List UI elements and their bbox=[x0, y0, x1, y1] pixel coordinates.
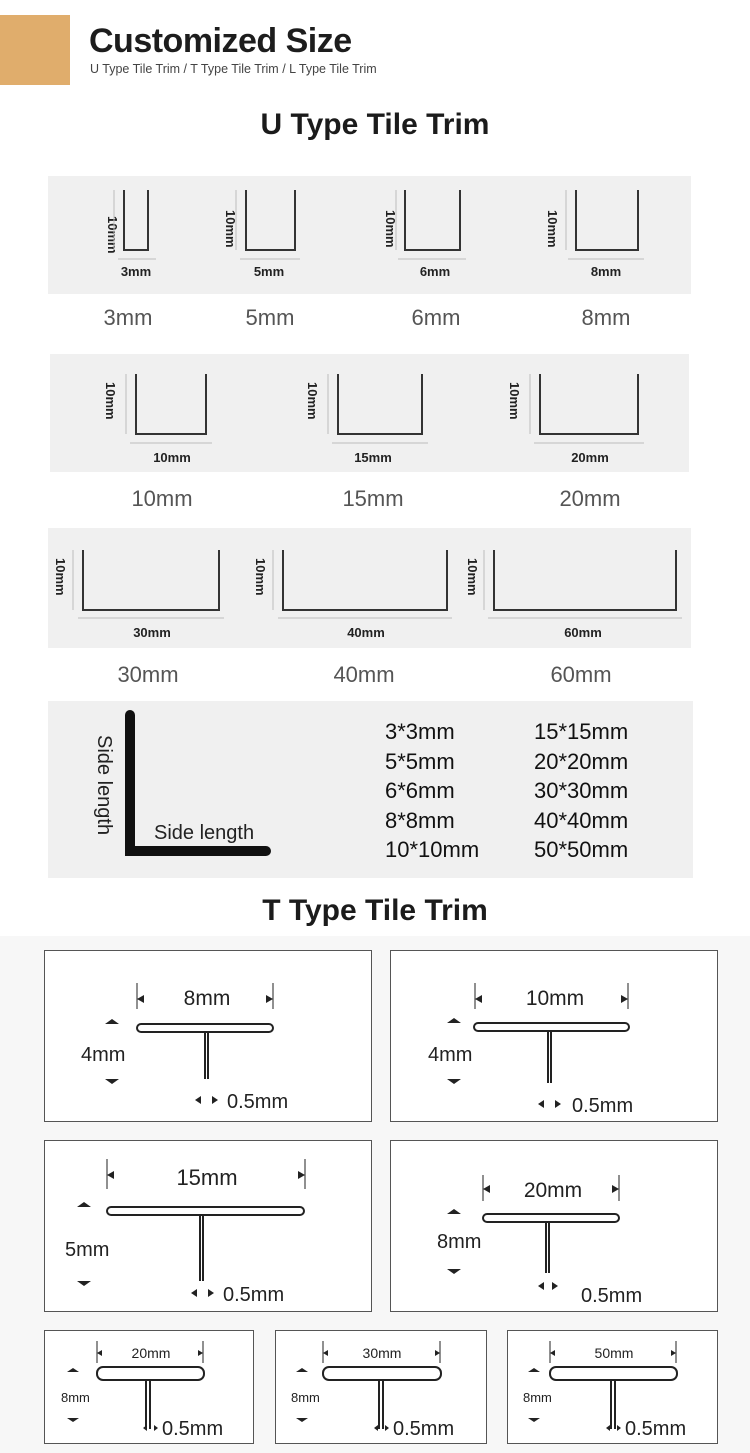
t-height-label: 8mm bbox=[291, 1390, 320, 1405]
page-title: Customized Size bbox=[89, 22, 352, 60]
u-caption-60mm: 60mm bbox=[550, 662, 612, 687]
u-profile-8mm-icon bbox=[545, 190, 644, 279]
t-width-label: 50mm bbox=[594, 1345, 634, 1361]
t-height-label: 8mm bbox=[523, 1390, 552, 1405]
t-width-label: 10mm bbox=[525, 987, 585, 1010]
page-subtitle: U Type Tile Trim / T Type Tile Trim / L Type Tile Trim bbox=[90, 62, 377, 76]
u-inner-label: 10mm bbox=[153, 450, 191, 465]
u-row3-panel bbox=[48, 528, 691, 648]
u-inner-label: 6mm bbox=[419, 264, 451, 279]
u-profile-15mm-icon bbox=[305, 374, 428, 465]
l-size-item: 5*5mm bbox=[385, 748, 455, 774]
t-thickness-label: 0.5mm bbox=[227, 1091, 289, 1113]
l-size-item: 40*40mm bbox=[534, 807, 629, 833]
l-size-item: 50*50mm bbox=[534, 837, 629, 862]
header-accent-block bbox=[0, 15, 70, 85]
t-profile-small-50mm-icon bbox=[508, 1331, 717, 1443]
t-thickness-label: 0.5mm bbox=[393, 1418, 455, 1440]
l-type-panel bbox=[48, 701, 693, 878]
u-inner-label: 30mm bbox=[133, 625, 171, 640]
t-profile-card-small-20mm bbox=[44, 1330, 254, 1444]
l-size-item: 15*15mm bbox=[534, 719, 629, 744]
u-height-label: 10mm bbox=[305, 382, 320, 420]
t-type-section-title: T Type Tile Trim bbox=[262, 894, 488, 927]
t-thickness-label: 0.5mm bbox=[162, 1418, 224, 1440]
u-height-label: 10mm bbox=[465, 558, 480, 596]
l-size-item: 3*3mm bbox=[385, 719, 455, 744]
t-width-label: 15mm bbox=[176, 1165, 238, 1190]
u-caption-8mm: 8mm bbox=[581, 305, 631, 330]
u-height-label: 10mm bbox=[253, 558, 268, 596]
t-thickness-label: 0.5mm bbox=[572, 1095, 634, 1117]
u-row1-drawings bbox=[48, 176, 691, 294]
u-row2-drawings bbox=[50, 354, 689, 472]
l-size-item: 10*10mm bbox=[385, 837, 480, 862]
l-side-length-horizontal-label: Side length bbox=[154, 822, 255, 844]
t-profile-card-8mm bbox=[44, 950, 372, 1122]
u-profile-6mm-icon bbox=[383, 190, 466, 279]
u-height-label: 10mm bbox=[545, 210, 560, 248]
u-inner-label: 3mm bbox=[120, 264, 152, 279]
u-profile-3mm-icon bbox=[105, 190, 156, 279]
u-inner-label: 20mm bbox=[571, 450, 609, 465]
l-sizes-column-1 bbox=[385, 717, 479, 865]
t-thickness-label: 0.5mm bbox=[581, 1285, 643, 1307]
t-height-label: 4mm bbox=[81, 1044, 126, 1066]
l-profile-icon bbox=[93, 715, 266, 851]
u-profile-30mm-icon bbox=[53, 550, 224, 640]
u-caption-10mm: 10mm bbox=[131, 486, 193, 511]
u-caption-30mm: 30mm bbox=[117, 662, 179, 687]
u-profile-5mm-icon bbox=[223, 190, 300, 279]
t-width-label: 30mm bbox=[362, 1345, 402, 1361]
t-height-label: 8mm bbox=[437, 1231, 482, 1253]
t-profile-card-small-50mm bbox=[507, 1330, 718, 1444]
l-size-item: 6*6mm bbox=[385, 778, 455, 803]
t-profile-card-small-30mm bbox=[275, 1330, 487, 1444]
l-sizes-column-2 bbox=[534, 717, 628, 865]
u-profile-60mm-icon bbox=[465, 550, 682, 640]
u-height-label: 10mm bbox=[383, 210, 398, 248]
u-caption-20mm: 20mm bbox=[559, 486, 621, 511]
u-caption-15mm: 15mm bbox=[342, 486, 404, 511]
l-size-item: 30*30mm bbox=[534, 778, 629, 803]
u-inner-label: 5mm bbox=[253, 264, 285, 279]
u-inner-label: 60mm bbox=[564, 625, 602, 640]
t-profile-10mm-icon bbox=[391, 951, 717, 1121]
t-profile-8mm-icon bbox=[45, 951, 371, 1121]
l-size-item: 20*20mm bbox=[534, 748, 629, 774]
u-row2-panel bbox=[50, 354, 689, 472]
u-profile-20mm-icon bbox=[507, 374, 644, 465]
t-height-label: 8mm bbox=[61, 1390, 90, 1405]
t-profile-card-15mm bbox=[44, 1140, 372, 1312]
u-row3-drawings bbox=[48, 528, 691, 648]
u-height-label: 10mm bbox=[223, 210, 238, 248]
u-caption-6mm: 6mm bbox=[411, 305, 461, 330]
t-profile-small-30mm-icon bbox=[276, 1331, 486, 1443]
t-width-label: 20mm bbox=[523, 1179, 583, 1202]
t-profile-15mm-icon bbox=[45, 1141, 371, 1311]
u-caption-40mm: 40mm bbox=[333, 662, 395, 687]
t-thickness-label: 0.5mm bbox=[223, 1284, 285, 1306]
u-caption-5mm: 5mm bbox=[245, 305, 295, 330]
t-thickness-label: 0.5mm bbox=[625, 1418, 687, 1440]
u-inner-label: 40mm bbox=[347, 625, 385, 640]
u-height-label: 10mm bbox=[507, 382, 522, 420]
t-width-label: 20mm bbox=[131, 1345, 171, 1361]
t-height-label: 4mm bbox=[428, 1044, 473, 1066]
t-profile-small-20mm-icon bbox=[45, 1331, 253, 1443]
l-side-length-vertical-label: Side length bbox=[93, 735, 115, 836]
t-profile-card-10mm bbox=[390, 950, 718, 1122]
u-profile-10mm-icon bbox=[103, 374, 212, 465]
u-height-label: 10mm bbox=[105, 216, 120, 254]
t-profile-card-20mm bbox=[390, 1140, 718, 1312]
u-type-section-title: U Type Tile Trim bbox=[260, 108, 490, 141]
u-row1-panel bbox=[48, 176, 691, 294]
t-profile-20mm-icon bbox=[391, 1141, 717, 1311]
u-caption-3mm: 3mm bbox=[103, 305, 153, 330]
u-inner-label: 8mm bbox=[590, 264, 622, 279]
u-inner-label: 15mm bbox=[354, 450, 392, 465]
t-width-label: 8mm bbox=[183, 987, 231, 1010]
u-profile-40mm-icon bbox=[253, 550, 452, 640]
u-height-label: 10mm bbox=[53, 558, 68, 596]
t-height-label: 5mm bbox=[65, 1239, 110, 1261]
u-height-label: 10mm bbox=[103, 382, 118, 420]
l-size-item: 8*8mm bbox=[385, 807, 455, 833]
